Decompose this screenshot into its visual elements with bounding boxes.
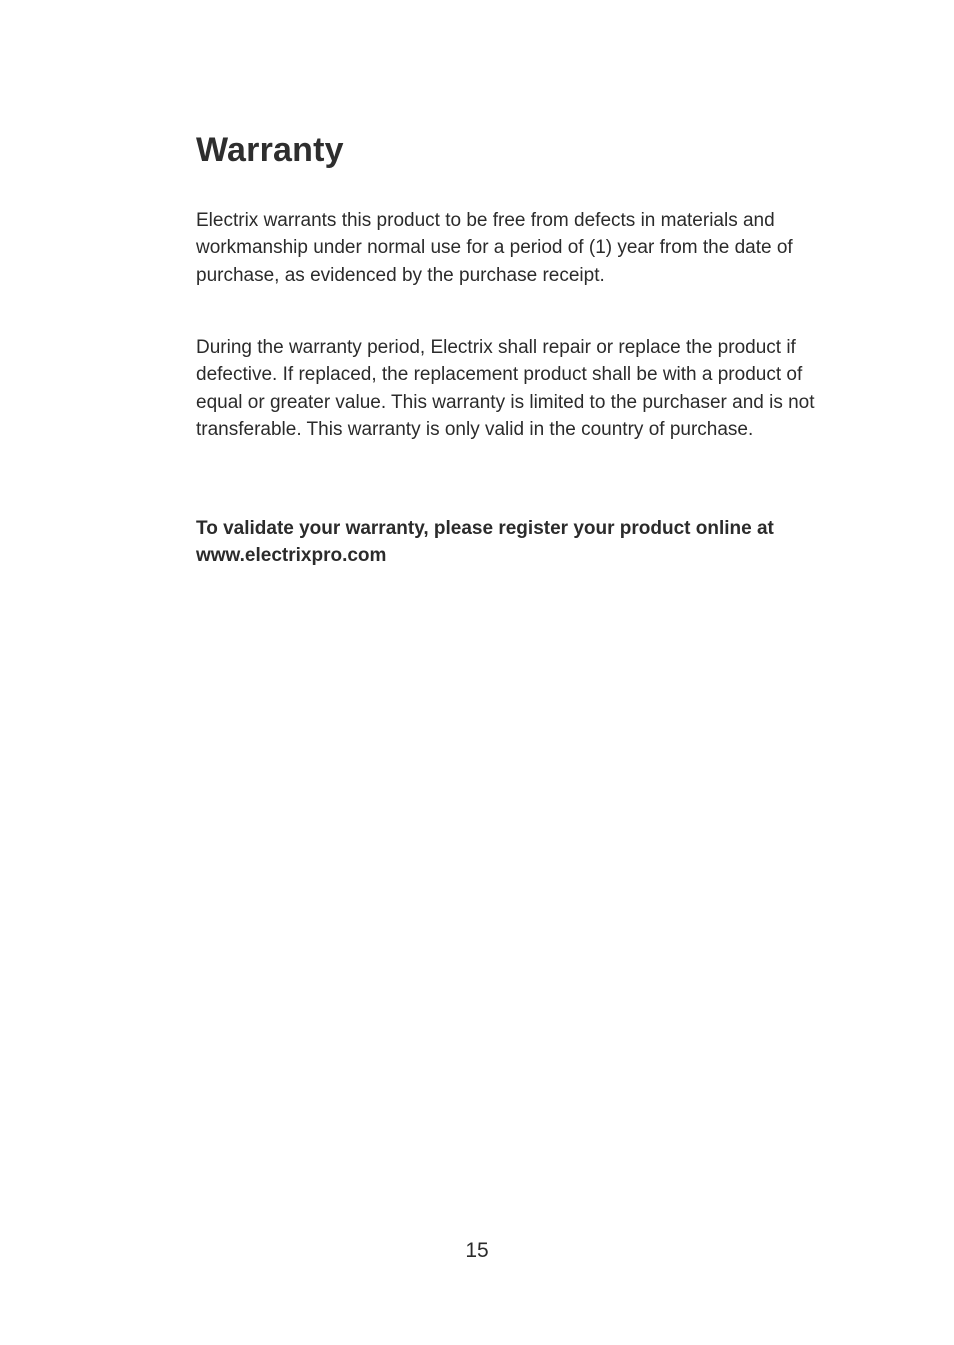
warranty-terms-paragraph: During the warranty period, Electrix shall repair or replace the product if defective. If replaced, the replacement product shall be with a product of equal or greater value. This warranty is limited to the purchaser and is not transferable. This warranty is only valid in the country of purchase. [196, 337, 815, 440]
warranty-coverage-paragraph: Electrix warrants this product to be free from defects in materials and workmanship under normal use for a period of (1) year from the date of purchase, as evidenced by the purchase receipt. [196, 210, 793, 286]
registration-notice-text: To validate your warranty, please register your product online at [196, 518, 774, 539]
page-title: Warranty [196, 131, 344, 169]
page-number: 15 [465, 1239, 489, 1262]
registration-url: www.electrixpro.com [196, 545, 387, 567]
registration-notice [196, 515, 816, 570]
